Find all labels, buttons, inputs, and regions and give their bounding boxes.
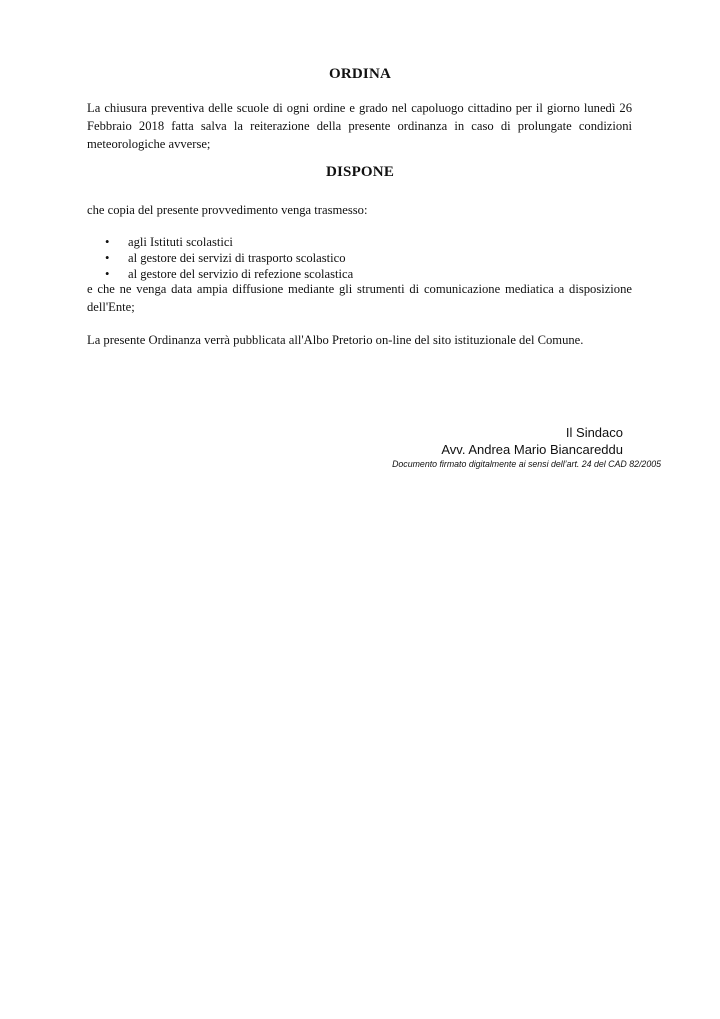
copy-intro-paragraph [87,201,632,219]
publication-paragraph [87,331,632,349]
list-item-text: agli Istituti scolastici [128,235,233,249]
recipients-list [105,234,353,282]
diffusion-line: dell'Ente; [87,300,135,314]
diffusion-line: e che ne venga data ampia diffusione mediante gli strumenti di comunicazione mediatica a disposizione [87,282,632,296]
signature-title: Il Sindaco [565,425,623,440]
bullet-icon: • [105,267,110,281]
dispone-heading: DISPONE [325,164,395,180]
publication-line: La presente Ordinanza verrà pubblicata all'Albo Pretorio on-line del sito istituzionale del Comune. [87,333,584,347]
digital-signature-note: Documento firmato digitalmente ai sensi dell’art. 24 del CAD 82/2005 [392,459,661,469]
copy-intro-line: che copia del presente provvedimento venga trasmesso: [87,203,368,217]
list-item [105,234,353,250]
list-item [105,250,353,266]
list-item-text: al gestore dei servizi di trasporto scolastico [128,251,346,265]
bullet-icon: • [105,251,110,265]
list-item-text: al gestore del servizio di refezione scolastica [128,267,354,281]
ordina-line: meteorologiche avverse; [87,137,211,151]
ordina-paragraph [87,99,632,153]
ordina-line: Febbraio 2018 fatta salva la reiterazione della presente ordinanza in caso di prolungate condizioni [87,119,632,133]
diffusion-paragraph [87,280,632,316]
ordina-heading: ORDINA [328,66,392,82]
ordina-line: La chiusura preventiva delle scuole di ogni ordine e grado nel capoluogo cittadino per il giorno lunedì 26 [87,101,632,115]
bullet-icon: • [105,235,110,249]
signature-name: Avv. Andrea Mario Biancareddu [441,442,623,457]
